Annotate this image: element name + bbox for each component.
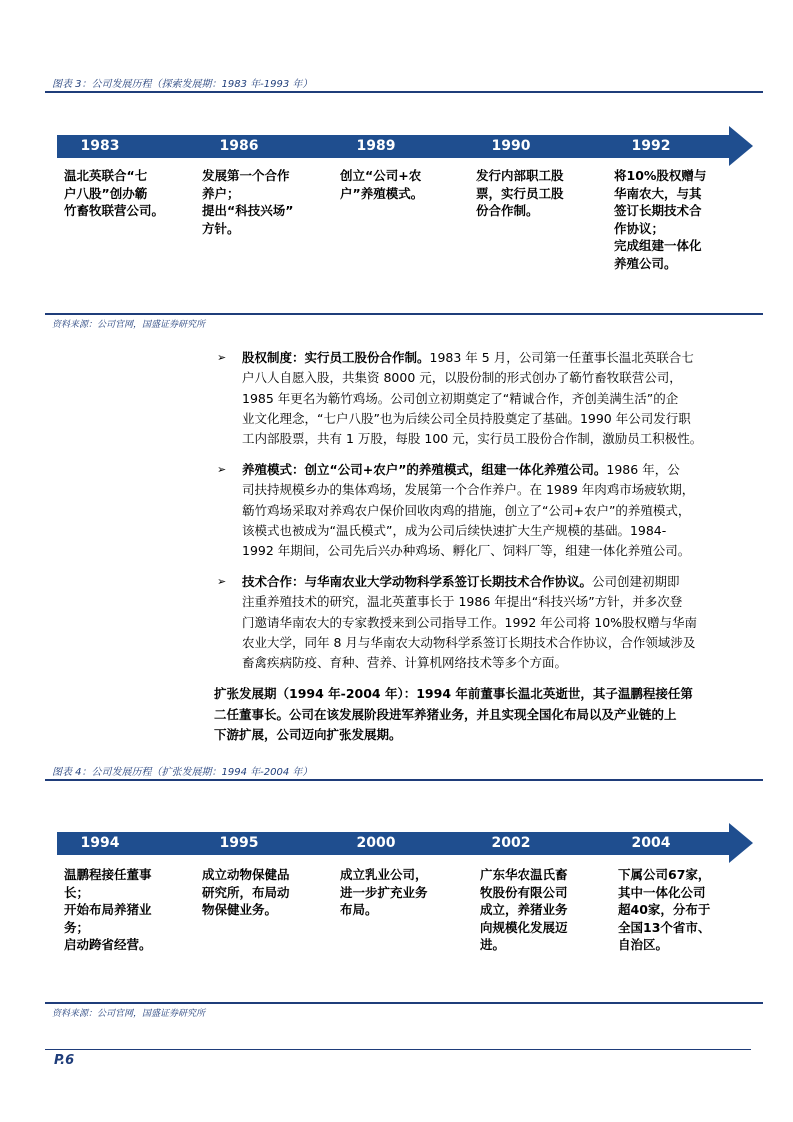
figure-3-source: 资料来源：公司官网，国盛证券研究所: [52, 320, 206, 330]
bullet-heading: 养殖模式：创立“公司+农户”的养殖模式，组建一体化养殖公司。: [242, 462, 607, 477]
bullet-arrow-icon: ➢: [217, 463, 227, 476]
bullet-item: ➢ 养殖模式：创立“公司+农户”的养殖模式，组建一体化养殖公司。1986 年，公 司扶持规模乡办的集体鸡场，发展第一个合作养户。在 1989 年肉鸡市场疲软期， 簕竹鸡场采取对养鸡农户保价回收肉鸡的措施，创立了“公司+农户”的养殖模式， 该模式也被成为“温氏模式”，成为公司后续快速扩大生产规模的基础。1984- 1992 年期间，公司先后兴办种鸡场、孵化厂、饲料厂等，组建一体化养殖公司。: [217, 462, 695, 559]
timeline-event-text: 下属公司67家， 其中一体化公司 超40家，分布于 全国13个省市、 自治区。: [618, 867, 711, 952]
timeline-event-text: 发展第一个合作 养户； 提出“科技兴场” 方针。: [202, 168, 294, 236]
bullet-arrow-icon: ➢: [217, 575, 227, 588]
figure-4-timeline: [57, 823, 753, 863]
figure-3-bottom-rule: [45, 313, 763, 315]
expansion-paragraph: 扩张发展期（1994 年-2004 年）：1994 年前董事长温北英逝世，其子温鹏程接任第 二任董事长。公司在该发展阶段进军养猪业务，并且实现全国化布局以及产业链的上 下游扩展，公司迈向扩张发展期。: [214, 686, 693, 742]
timeline-event-text: 将10%股权赠与 华南农大，与其 签订长期技术合 作协议； 完成组建一体化 养殖公司。: [614, 168, 707, 271]
timeline-event-text: 成立乳业公司， 进一步扩充业务 布局。: [340, 867, 428, 917]
figure-4-title: 图表 4：公司发展历程（扩张发展期：1994 年-2004 年）: [52, 767, 313, 778]
timeline-year: 1994: [80, 835, 120, 851]
timeline-event-text: 温鹏程接任董事 长； 开始布局养猪业 务； 启动跨省经营。: [64, 867, 152, 952]
figure-4-source: 资料来源：公司官网，国盛证券研究所: [52, 1009, 206, 1019]
arrow-right-icon: [729, 126, 753, 166]
bullet-arrow-icon: ➢: [217, 351, 227, 364]
timeline-event-text: 发行内部职工股 票，实行员工股 份合作制。: [476, 168, 564, 218]
bullet-item: ➢ 股权制度：实行员工股份合作制。1983 年 5 月，公司第一任董事长温北英联合七 户八人自愿入股，共集资 8000 元，以股份制的形式创办了簕竹畜牧联营公司， 1985 年更名为簕竹鸡场。公司创立初期奠定了“精诚合作，齐创美满生活”的企 业文化理念，“七户八股”也为后续公司全员持股奠定了基础。1990 年公司发行职 工内部股票，共有 1 万股，每股 100 元，实行员工股份合作制，激励员工积极性。: [217, 350, 703, 447]
page-number: P.6: [54, 1053, 75, 1068]
figure-3-timeline: [57, 126, 753, 166]
timeline-year: 1983: [80, 138, 120, 154]
arrow-right-icon: [729, 823, 753, 863]
figure-4-bottom-rule: [45, 1002, 763, 1004]
bullet-heading: 技术合作：与华南农业大学动物科学系签订长期技术合作协议。: [242, 574, 593, 589]
timeline-year: 2000: [356, 835, 396, 851]
timeline-year: 1990: [491, 138, 531, 154]
timeline-year: 1992: [631, 138, 671, 154]
timeline-event-text: 成立动物保健品 研究所，布局动 物保健业务。: [202, 867, 290, 917]
timeline-year: 2002: [491, 835, 531, 851]
figure-3-top-rule: [45, 91, 763, 93]
bullet-item: ➢ 技术合作：与华南农业大学动物科学系签订长期技术合作协议。公司创建初期即 注重养殖技术的研究，温北英董事长于 1986 年提出“科技兴场”方针，并多次登 门邀请华南农大的专家教授来到公司指导工作。1992 年公司将 10%股权赠与华南 农业大学，同年 8 月与华南农大动物科学系签订长期技术合作协议，合作领域涉及 畜禽疾病防疫、育种、营养、计算机网络技术等多个方面。: [217, 574, 698, 671]
timeline-year: 1989: [356, 138, 396, 154]
timeline-year: 2004: [631, 835, 671, 851]
timeline-event-text: 温北英联合“七 户八股”创办簕 竹畜牧联营公司。: [64, 168, 165, 218]
footer-rule: [45, 1049, 751, 1050]
timeline-year: 1995: [219, 835, 259, 851]
figure-3-title: 图表 3：公司发展历程（探索发展期：1983 年-1993 年）: [52, 79, 313, 90]
bullet-heading: 股权制度：实行员工股份合作制。: [242, 350, 430, 365]
timeline-event-text: 创立“公司+农 户”养殖模式。: [340, 168, 424, 201]
figure-4-top-rule: [45, 779, 763, 781]
timeline-year: 1986: [219, 138, 259, 154]
timeline-event-text: 广东华农温氏畜 牧股份有限公司 成立，养猪业务 向规模化发展迈 进。: [480, 867, 568, 952]
